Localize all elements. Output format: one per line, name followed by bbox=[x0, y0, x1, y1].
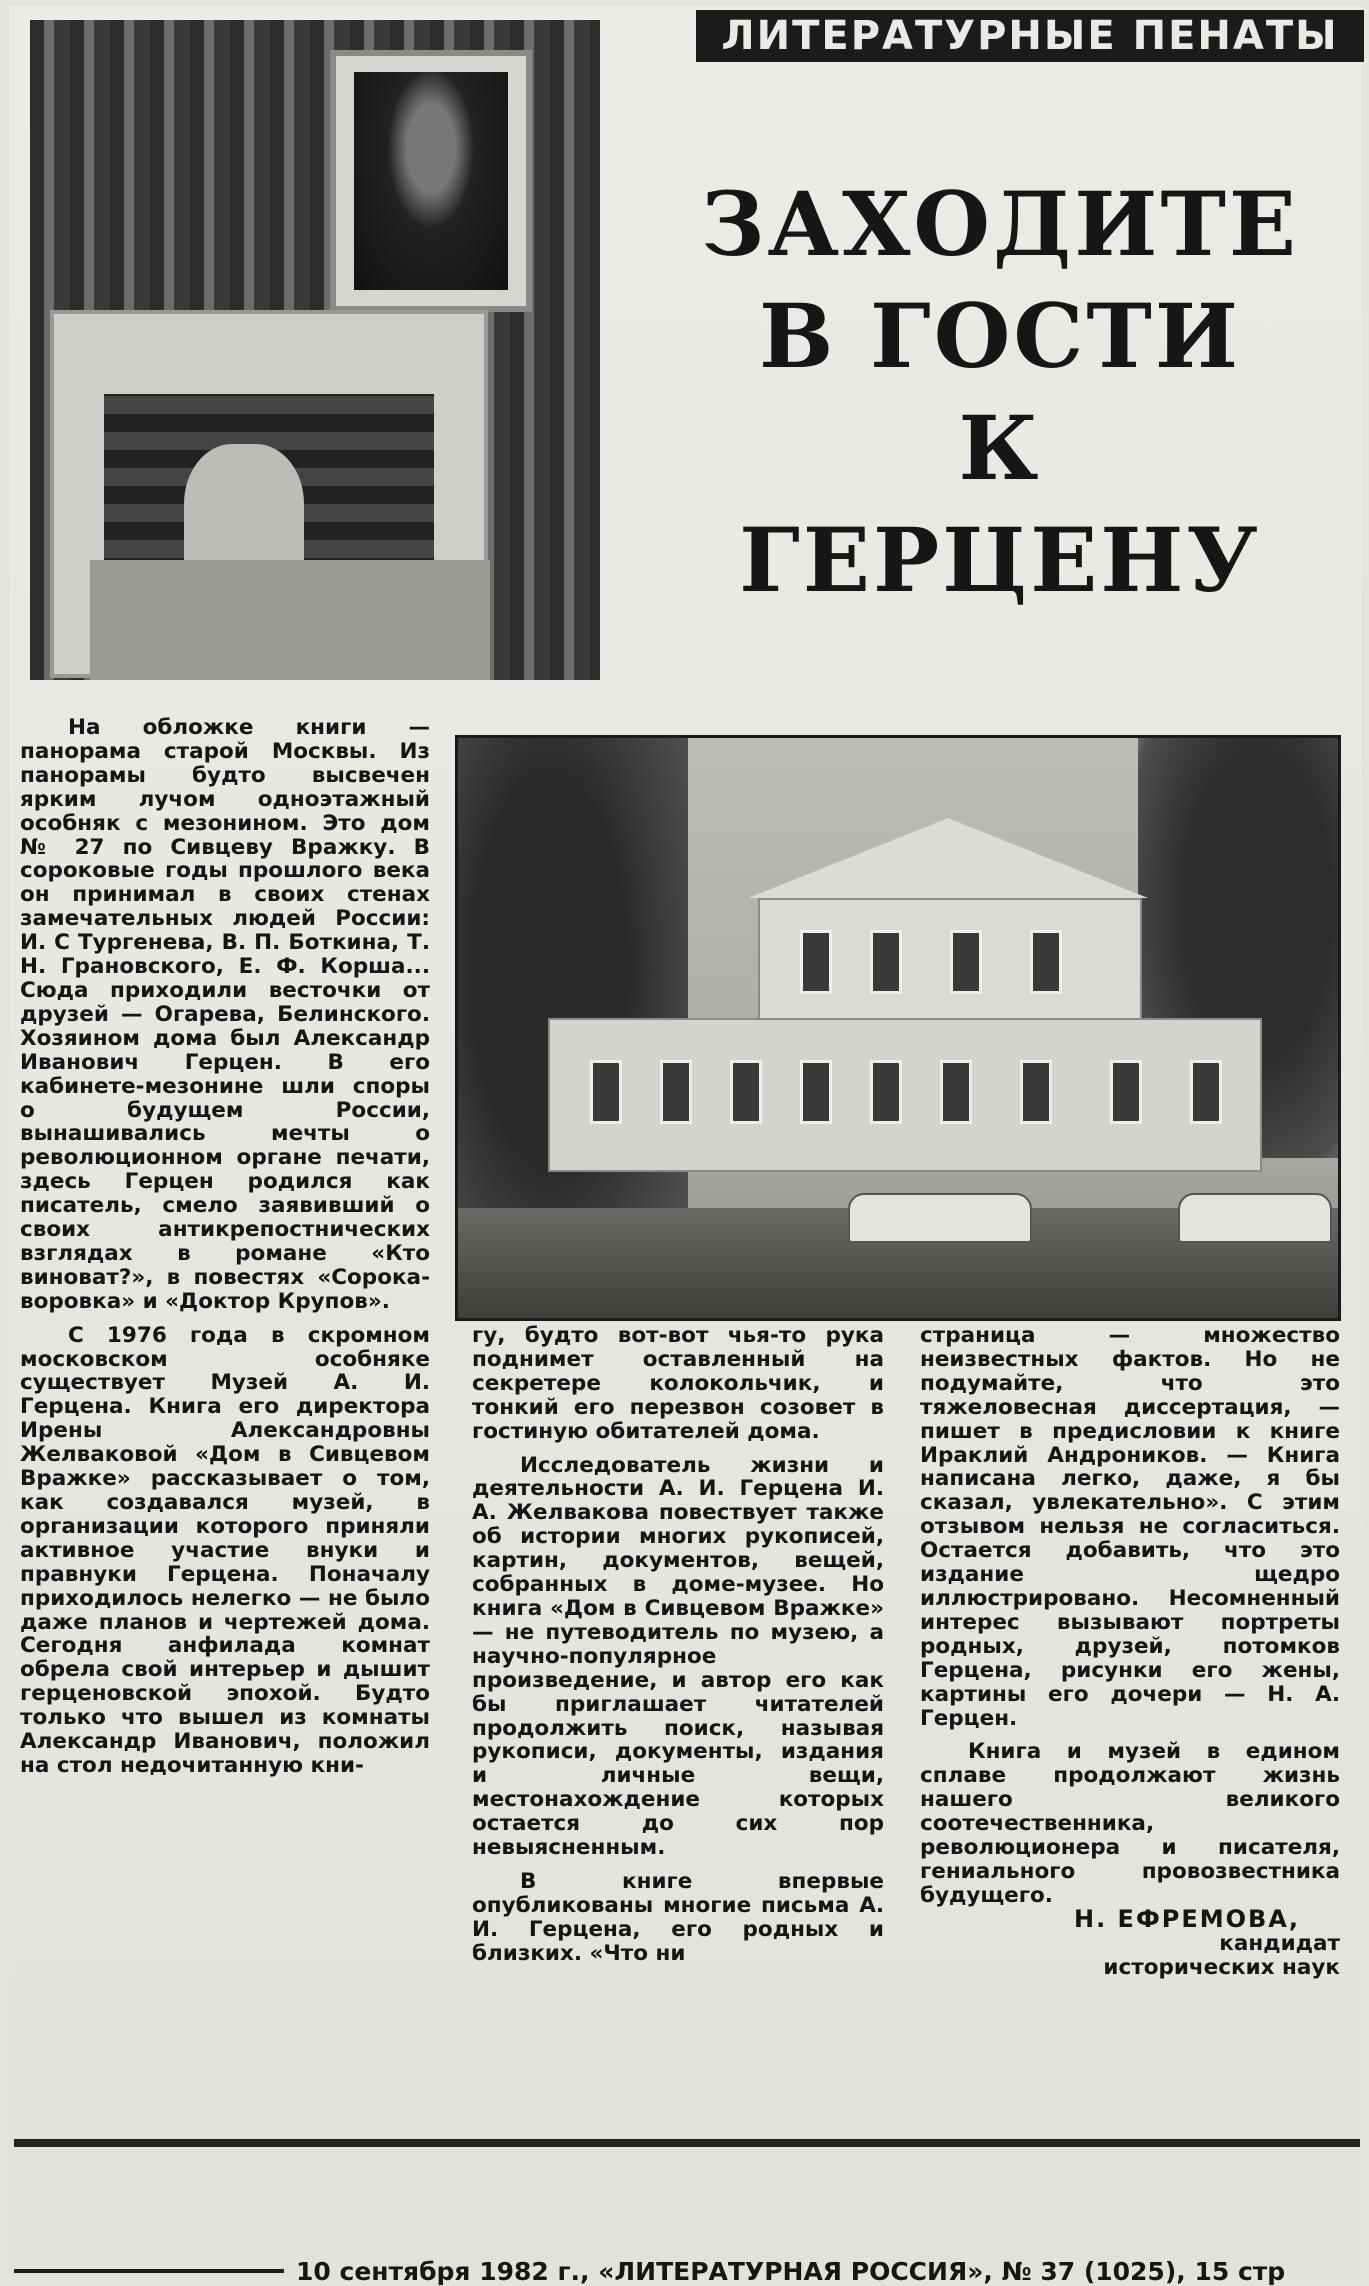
museum-interior-photo bbox=[30, 20, 600, 680]
window bbox=[1110, 1060, 1142, 1124]
window bbox=[870, 930, 902, 994]
window bbox=[940, 1060, 972, 1124]
window bbox=[950, 930, 982, 994]
bottom-rule bbox=[14, 2139, 1360, 2147]
author-signature bbox=[920, 1904, 1340, 1980]
headline bbox=[650, 168, 1350, 616]
headline-line: К bbox=[958, 396, 1042, 500]
window bbox=[800, 930, 832, 994]
footer-citation: 10 сентября 1982 г., «ЛИТЕРАТУРНАЯ РОССИЯ», № 37 (1025), 15 стр bbox=[296, 2256, 1286, 2286]
portrait-image bbox=[354, 72, 508, 290]
parked-car bbox=[1178, 1193, 1332, 1243]
footer-dash bbox=[14, 2269, 284, 2273]
text-column-1 bbox=[20, 716, 430, 1778]
rubric-banner: ЛИТЕРАТУРНЫЕ ПЕНАТЫ bbox=[696, 10, 1364, 62]
paragraph: гу, будто вот-вот чья-то рука поднимет оставленный на секретере колокольчик, и тонкий его перезвон созовет в гостиную обитателей дома. bbox=[472, 1323, 884, 1444]
window bbox=[870, 1060, 902, 1124]
house-ground-floor bbox=[548, 1018, 1262, 1172]
writing-desk bbox=[90, 560, 490, 680]
author-field: исторических наук bbox=[1103, 1954, 1340, 1980]
publication-footer bbox=[14, 2256, 1360, 2286]
text-column-2 bbox=[472, 1324, 884, 1966]
headline-line: В ГОСТИ bbox=[758, 284, 1242, 388]
paragraph: страница — множество неизвестных фактов. Но не подумайте, что это тяжеловесная диссертация, — пишет в предисловии к книге Ираклий Андроников. — Книга написана легко, даже, я бы сказал, увлекательно». С этим отзывом нельзя не согласиться. Остается добавить, что это издание щедро иллюстрировано. Несомненный интерес вызывают портреты родных, друзей, потомков Герцена, рисунки его жены, картины его дочери — Н. А. Герцен. bbox=[920, 1323, 1340, 1731]
portrait-frame bbox=[330, 50, 532, 312]
window bbox=[660, 1060, 692, 1124]
paragraph: На обложке книги — панорама старой Москвы. Из панорамы будто высвечен ярким лучом одноэтажный особняк с мезонином. Это дом № 27 по Сивцеву Вражку. В сороковые годы прошлого века он принимал в своих стенах замечательных людей России: И. С Тургенева, В. П. Боткина, Т. Н. Грановского, Е. Ф. Корша... Сюда приходили весточки от друзей — Огарева, Белинского. Хозяином дома был Александр Иванович Герцен. В его кабинете-мезонине шли споры о будущем России, вынашивались мечты о революционном органе печати, здесь Герцен родился как писатель, смело заявивший о своих антикрепостнических взглядах в романе «Кто виноват?», в повестях «Сорока-воровка» и «Доктор Крупов». bbox=[20, 715, 430, 1314]
window bbox=[1020, 1060, 1052, 1124]
paragraph: В книге впервые опубликованы многие письма А. И. Герцена, его родных и близких. «Что ни bbox=[472, 1868, 884, 1966]
paragraph: С 1976 года в скромном московском особняке существует Музей А. И. Герцена. Книга его директора Ирены Александровны Желваковой «Дом в Сивцевом Вражке» рассказывает о том, как создавался музей, в организации которого приняли активное участие внуки и правнуки Герцена. Поначалу приходилось нелегко — не было даже планов и чертежей дома. Сегодня анфилада комнат обрела свой интерьер и дышит герценовской эпохой. Будто только что вышел из комнаты Александр Иванович, положил на стол недочитанную кни- bbox=[20, 1322, 430, 1778]
text-column-3 bbox=[920, 1324, 1340, 1979]
house-photo bbox=[455, 735, 1341, 1321]
house-gable bbox=[748, 818, 1148, 898]
headline-line: ГЕРЦЕНУ bbox=[739, 508, 1261, 612]
house-mezzanine bbox=[758, 898, 1142, 1022]
window bbox=[730, 1060, 762, 1124]
author-name: Н. ЕФРЕМОВА, bbox=[1073, 1904, 1300, 1933]
window bbox=[590, 1060, 622, 1124]
window bbox=[1190, 1060, 1222, 1124]
paragraph: Книга и музей в едином сплаве продолжают жизнь нашего великого соотечественника, революционера и писателя, гениального провозвестника будущего. bbox=[920, 1739, 1340, 1908]
headline-line: ЗАХОДИТЕ bbox=[700, 172, 1300, 276]
window bbox=[800, 1060, 832, 1124]
parked-car bbox=[848, 1193, 1032, 1243]
paragraph: Исследователь жизни и деятельности А. И. Герцена И. А. Желвакова повествует также об истории многих рукописей, картин, документов, вещей, собранных в доме-музее. Но книга «Дом в Сивцевом Вражке» — не путеводитель по музею, а научно-популярное произведение, и автор его как бы приглашает читателей продолжить поиск, называя рукописи, документы, издания и личные вещи, местонахождение которых остается до сих пор невыясненным. bbox=[472, 1452, 884, 1861]
author-degree: кандидат bbox=[1219, 1930, 1340, 1956]
window bbox=[1030, 930, 1062, 994]
